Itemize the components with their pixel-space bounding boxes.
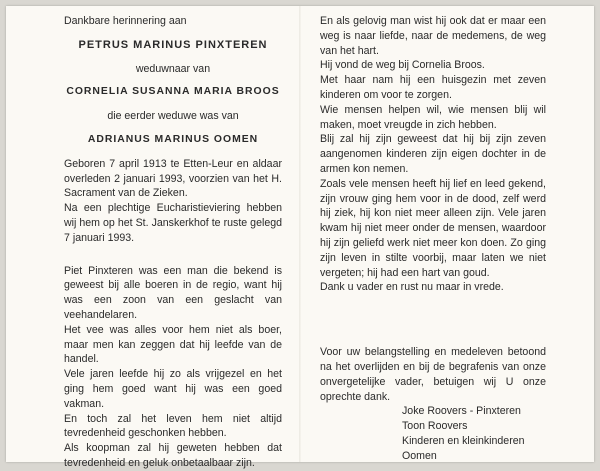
relation-former-widow: die eerder weduwe was van [107,110,239,123]
signature-line: Kinderen en kleinkinderen Oomen [402,434,525,462]
thanks-paragraph: Voor uw belangstelling en medeleven betoond na het overlijden en bij de begrafenis van onze onvergetelijke vader, betuigen wij U onze oprechte dank. [320,346,546,403]
birth-death-paragraph: Geboren 7 april 1913 te Etten-Leur en aldaar overleden 2 januari 1993, voorzien van het H. Sacrament van de Zieken. [64,157,282,200]
intro-text: Dankbare herinnering aan [64,15,187,27]
closing-farewell: Dank u vader en rust nu maar in vrede. [320,281,504,294]
card-fold-line [299,6,301,462]
previous-husband-name: ADRIANUS MARINUS OOMEN [87,133,259,145]
eulogy-paragraph: Wie mensen helpen wil, wie mensen blij wil maken, moet vreugde in zich hebben. [320,103,546,131]
bio-paragraph: En toch zal het leven hem niet altijd tevredenheid geschonken hebben. [64,412,282,440]
deceased-name: PETRUS MARINUS PINXTEREN [78,38,268,51]
bio-paragraph: Piet Pinxteren was een man die bekend is geweest bij alle boeren in de regio, want hij was een zoon van een geslacht van veehandelaren. [64,264,282,321]
spouse-name: CORNELIA SUSANNA MARIA BROOS [66,86,280,98]
funeral-paragraph: Na een plechtige Eucharistieviering hebben wij hem op het St. Janskerkhof te ruste gelegd 7 januari 1993. [64,202,282,244]
signature-line: Joke Roovers - Pinxteren [402,405,521,418]
eulogy-paragraph: Blij zal hij zijn geweest dat hij bij zijn zeven aangenomen kinderen zijn eigen dochter in de armen kon nemen. [320,133,546,175]
eulogy-paragraph: En als gelovig man wist hij ook dat er maar een weg is naar liefde, naar de medemens, de weg van het hart. [320,15,546,57]
signature-line: Toon Roovers [402,420,468,433]
bio-paragraph: Het vee was alles voor hem niet als boer, maar men kan zeggen dat hij leefde van de handel. [64,323,282,366]
eulogy-paragraph: Zoals vele mensen heeft hij lief en leed gekend, zijn vrouw ging hem voor in de dood, zelf werd hij ziek, hij kon niet meer alleen zijn. Vele jaren kwam hij niet meer onder de mensen, waardoor hij zijn geliefd werk niet meer kon doen. Zo ging zijn leven in stilte voorbij, maar laten we niet vergeten; hij had een hart van goud. [320,177,546,279]
relation-widower: weduwnaar van [135,62,211,75]
bio-paragraph: Als koopman zal hij geweten hebben dat tevredenheid en geluk onbetaalbaar zijn. [64,442,282,469]
eulogy-paragraph: Hij vond de weg bij Cornelia Broos. [320,59,485,72]
eulogy-paragraph: Met haar nam hij een huisgezin met zeven kinderen om voor te zorgen. [320,74,546,101]
right-page [320,14,546,464]
bio-paragraph: Vele jaren leefde hij zo als vrijgezel en het ging hem goed want hij was een goed vakman. [64,368,282,410]
left-page [64,14,282,471]
